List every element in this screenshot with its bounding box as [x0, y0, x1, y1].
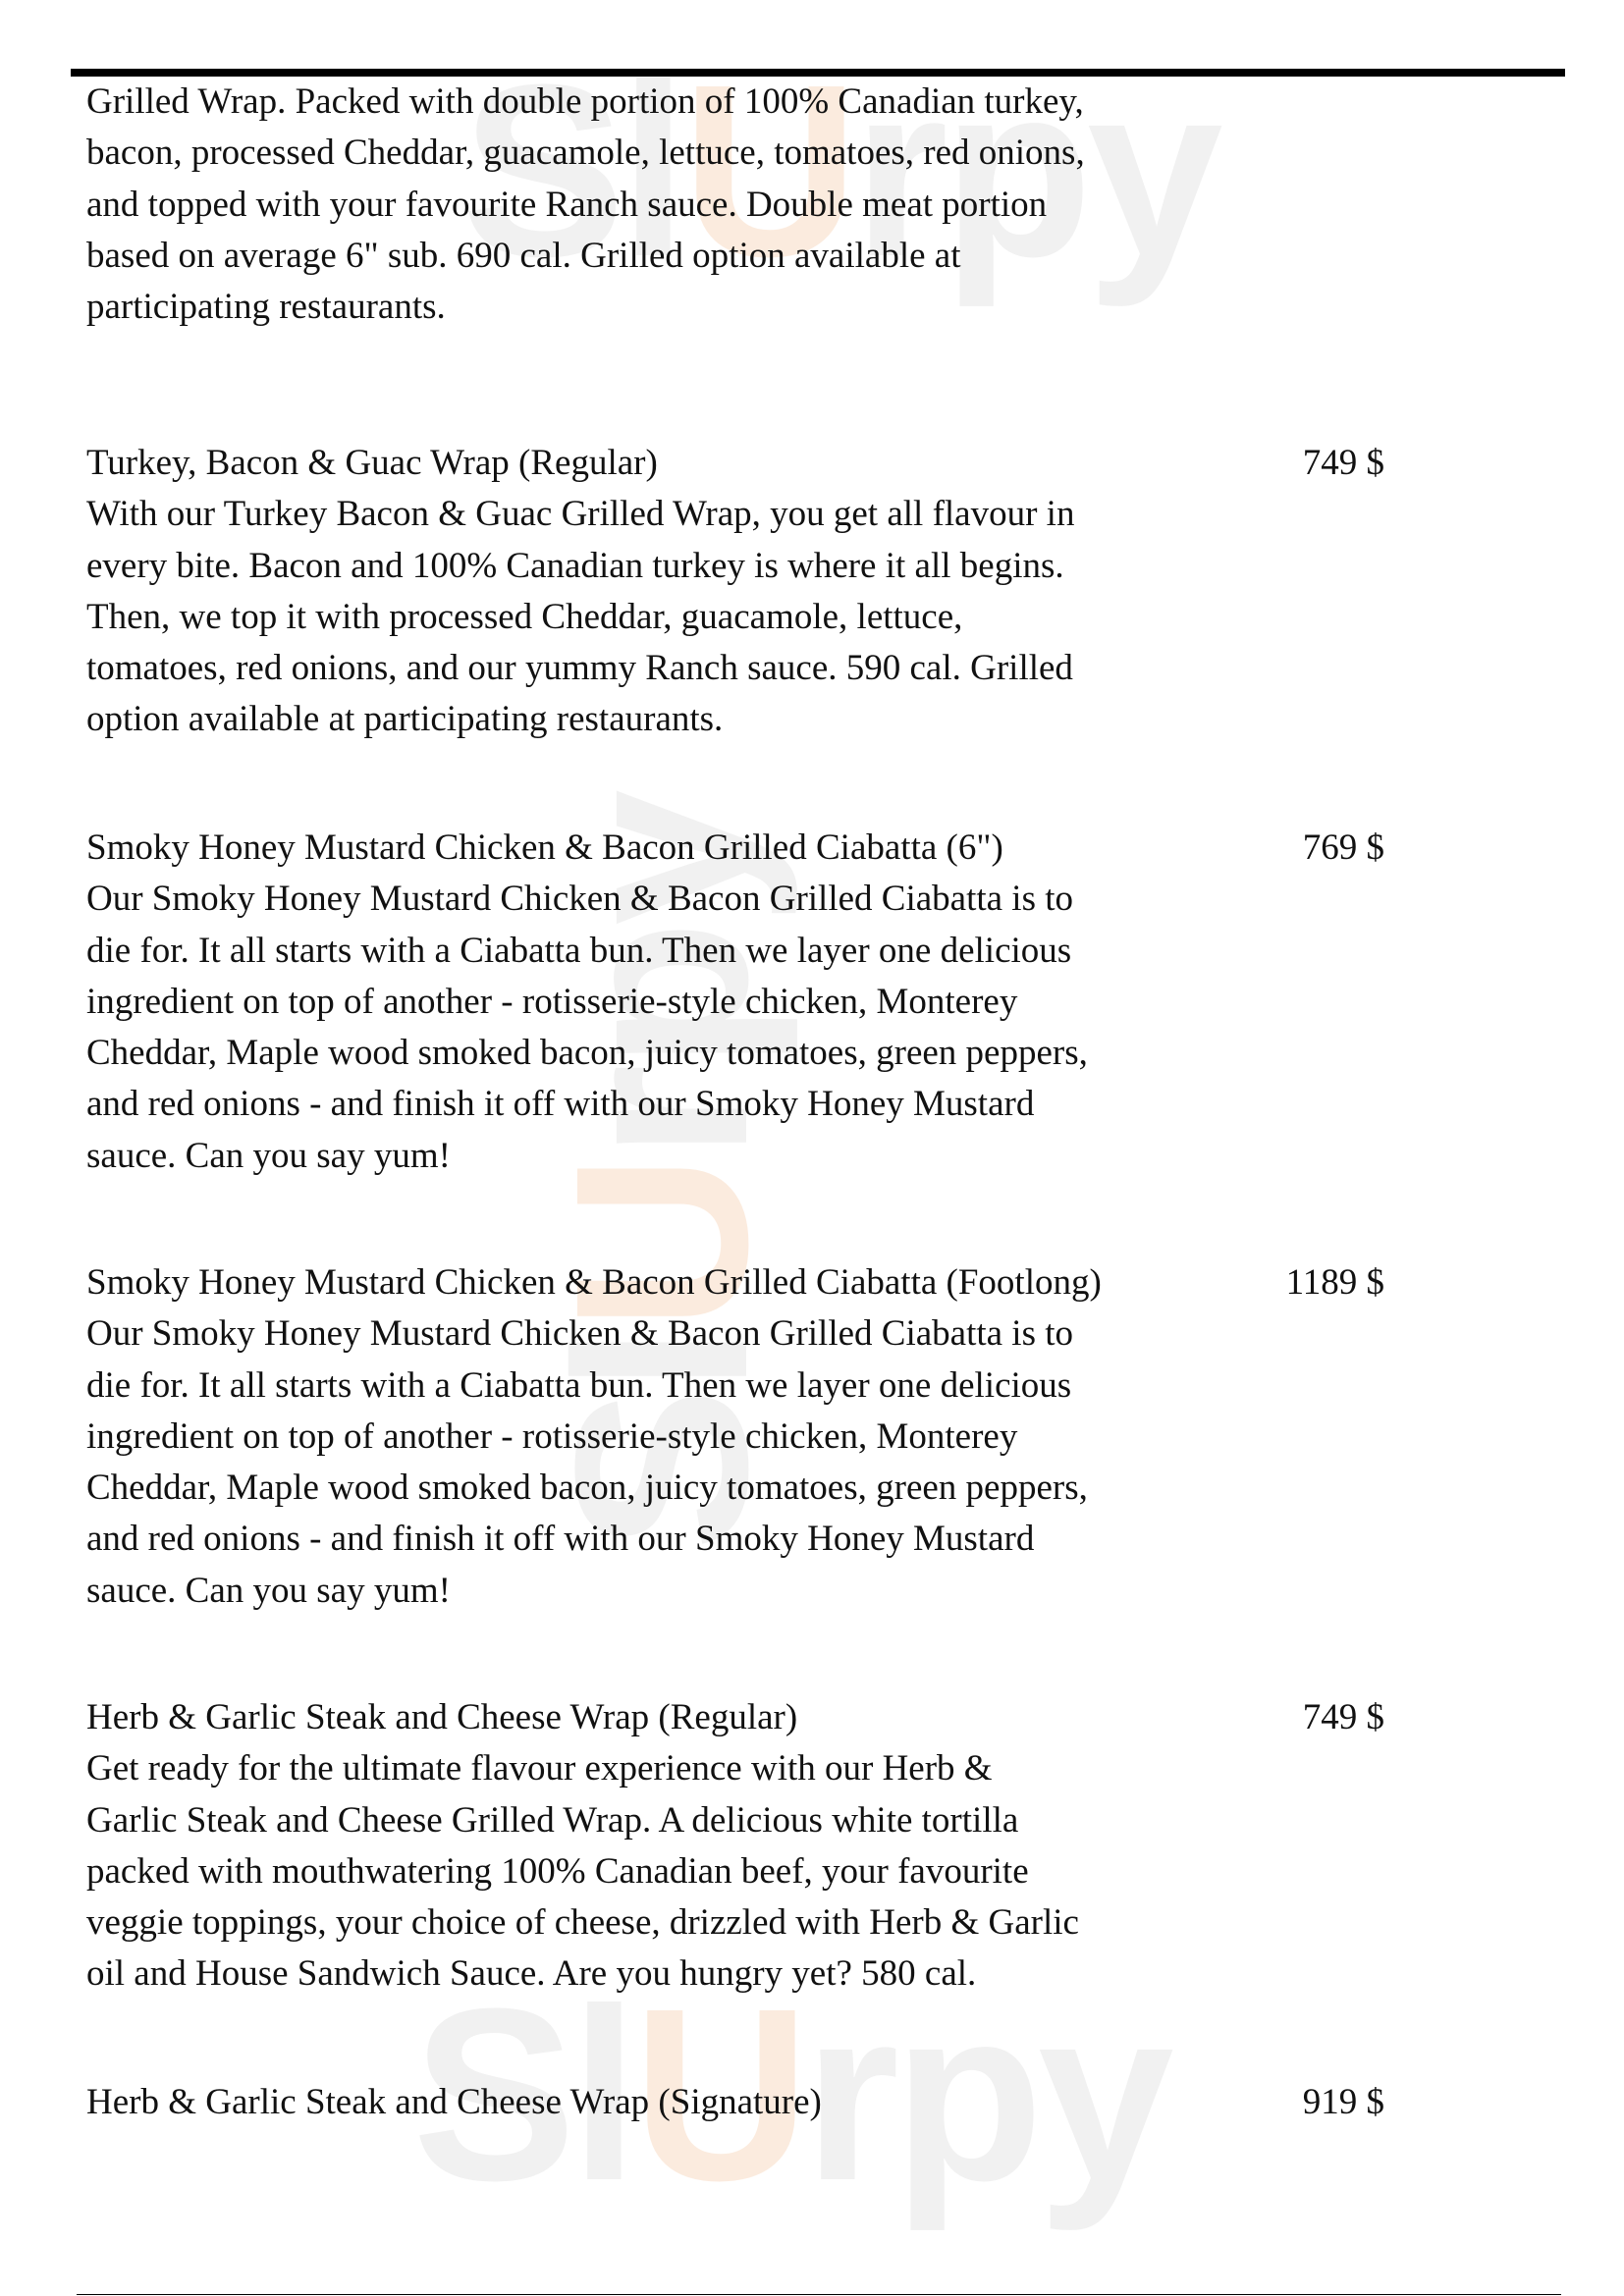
description-line: die for. It all starts with a Ciabatta bun. Then we layer one delicious	[86, 1364, 1072, 1406]
item-price: 769 $	[1302, 828, 1384, 868]
description-line: option available at participating restaurants.	[86, 699, 724, 740]
description-line: and red onions - and finish it off with our Smoky Honey Mustard	[86, 1519, 1035, 1560]
description-line: participating restaurants.	[86, 287, 446, 328]
menu-item	[86, 438, 1384, 746]
description-line: and red onions - and finish it off with our Smoky Honey Mustard	[86, 1084, 1035, 1125]
description-line: ingredient on top of another - rotisserie-style chicken, Monterey	[86, 1415, 1018, 1457]
description-line: tomatoes, red onions, and our yummy Ranch sauce. 590 cal. Grilled	[86, 648, 1073, 689]
description-line: and topped with your favourite Ranch sauce. Double meat portion	[86, 184, 1048, 225]
description-line: Cheddar, Maple wood smoked bacon, juicy tomatoes, green peppers,	[86, 1468, 1088, 1509]
description-line: bacon, processed Cheddar, guacamole, lettuce, tomatoes, red onions,	[86, 133, 1085, 174]
watermark-highlight: U	[524, 1159, 798, 1331]
watermark-text: rpy	[524, 795, 798, 1160]
item-description	[86, 874, 1384, 1182]
item-price: 1189 $	[1285, 1262, 1384, 1303]
item-price: 749 $	[1302, 1697, 1384, 1737]
watermark-text: rpy	[852, 33, 1218, 307]
watermark-highlight: U	[632, 1957, 804, 2231]
item-description	[86, 77, 1085, 333]
item-title: Herb & Garlic Steak and Cheese Wrap (Regular)	[86, 1697, 798, 1737]
item-header	[86, 823, 1384, 874]
watermark-text: Sl	[524, 1330, 798, 1551]
menu-item	[86, 1692, 1384, 2001]
description-line: die for. It all starts with a Ciabatta bun. Then we layer one delicious	[86, 930, 1072, 971]
description-line: packed with mouthwatering 100% Canadian beef, your favourite	[86, 1850, 1029, 1892]
menu-item	[86, 823, 1384, 1182]
menu-item	[86, 1257, 1384, 1617]
item-title: Smoky Honey Mustard Chicken & Bacon Grilled Ciabatta (Footlong)	[86, 1262, 1102, 1303]
item-header	[86, 438, 1384, 489]
item-description	[86, 489, 1384, 745]
menu-item	[86, 77, 1085, 333]
watermark-text: Sl	[461, 33, 682, 307]
watermark-highlight: U	[681, 33, 853, 307]
description-line: every bite. Bacon and 100% Canadian turkey is where it all begins.	[86, 545, 1064, 586]
description-line: sauce. Can you say yum!	[86, 1135, 451, 1176]
description-line: Our Smoky Honey Mustard Chicken & Bacon Grilled Ciabatta is to	[86, 1313, 1074, 1355]
item-header	[86, 1257, 1384, 1308]
item-title: Smoky Honey Mustard Chicken & Bacon Grilled Ciabatta (6")	[86, 828, 1003, 868]
description-line: Cheddar, Maple wood smoked bacon, juicy tomatoes, green peppers,	[86, 1033, 1088, 1074]
description-line: oil and House Sandwich Sauce. Are you hungry yet? 580 cal.	[86, 1953, 977, 1995]
description-line: Then, we top it with processed Cheddar, guacamole, lettuce,	[86, 596, 963, 637]
description-line: Get ready for the ultimate flavour experience with our Herb &	[86, 1748, 993, 1789]
description-line: Garlic Steak and Cheese Grilled Wrap. A delicious white tortilla	[86, 1799, 1019, 1841]
item-title: Turkey, Bacon & Guac Wrap (Regular)	[86, 443, 658, 483]
item-description	[86, 1308, 1384, 1617]
description-line: sauce. Can you say yum!	[86, 1570, 451, 1611]
item-header	[86, 1692, 1384, 1743]
item-header	[86, 2077, 1384, 2128]
description-line: Grilled Wrap. Packed with double portion of 100% Canadian turkey,	[86, 81, 1084, 122]
description-line: based on average 6" sub. 690 cal. Grilled option available at	[86, 235, 961, 276]
description-line: veggie toppings, your choice of cheese, drizzled with Herb & Garlic	[86, 1902, 1079, 1944]
item-description	[86, 1743, 1384, 2000]
bottom-rule	[77, 2294, 1561, 2295]
menu-item	[86, 2077, 1384, 2128]
watermark-text: rpy	[803, 1957, 1168, 2231]
item-price: 749 $	[1302, 443, 1384, 483]
description-line: With our Turkey Bacon & Guac Grilled Wrap, you get all flavour in	[86, 494, 1075, 535]
item-title: Herb & Garlic Steak and Cheese Wrap (Signature)	[86, 2082, 822, 2122]
watermark-text: Sl	[412, 1957, 633, 2231]
description-line: ingredient on top of another - rotisserie-style chicken, Monterey	[86, 981, 1018, 1022]
description-line: Our Smoky Honey Mustard Chicken & Bacon Grilled Ciabatta is to	[86, 879, 1074, 920]
item-price: 919 $	[1302, 2082, 1384, 2122]
